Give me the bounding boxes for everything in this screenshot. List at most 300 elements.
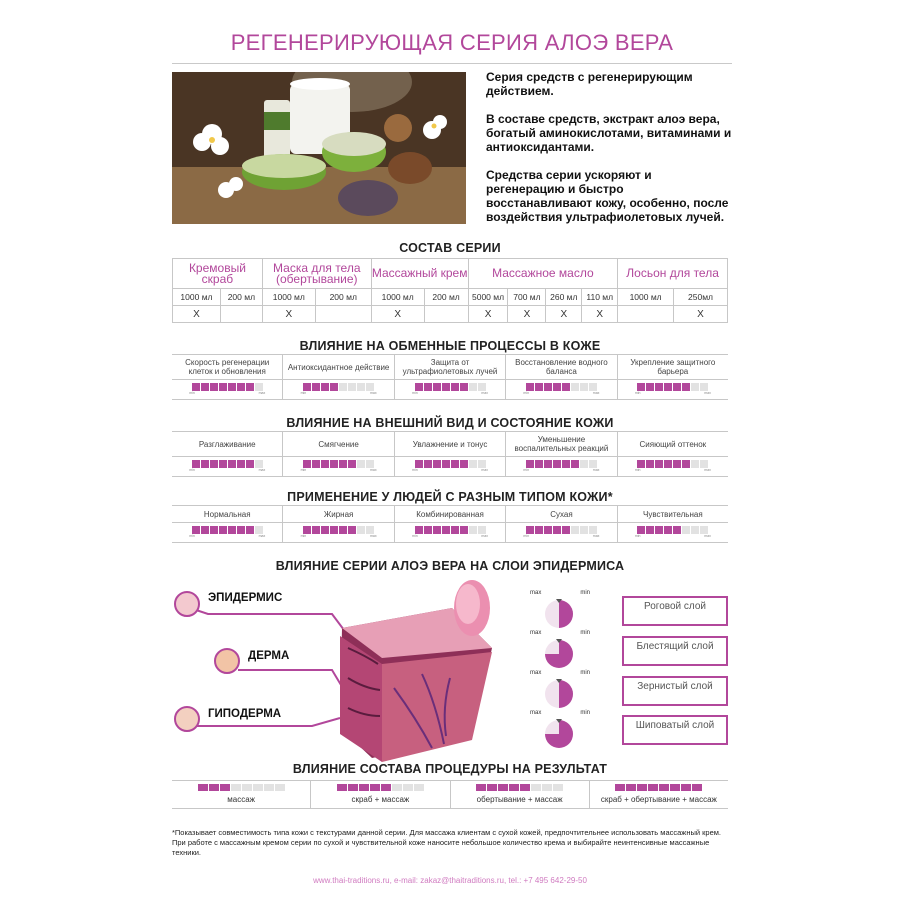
level-meter <box>618 526 728 534</box>
meter-segment-filled <box>562 526 570 534</box>
mark-cell: X <box>468 306 508 323</box>
meter-segment-filled <box>648 784 658 791</box>
meter-segment-empty <box>691 460 699 468</box>
meter-segment-empty <box>414 784 424 791</box>
appearance-grid <box>172 431 728 477</box>
level-meter <box>172 526 282 534</box>
meter-segment-filled <box>664 383 672 391</box>
meter-segment-filled <box>219 383 227 391</box>
meter-scale <box>189 468 265 473</box>
rating-label: Жирная <box>323 509 354 519</box>
meter-segment-empty <box>253 784 263 791</box>
meter-segment-filled <box>681 784 691 791</box>
level-meter <box>283 383 393 391</box>
meter-segment-filled <box>246 526 254 534</box>
meter-segment-filled <box>237 383 245 391</box>
meter-min: min <box>300 391 307 395</box>
level-meter <box>311 784 449 791</box>
rating-label: Смягчение <box>318 439 359 449</box>
meter-segment-filled <box>544 460 552 468</box>
meter-scale <box>523 468 599 473</box>
mark-cell: X <box>371 306 424 323</box>
metabolic-title: ВЛИЯНИЕ НА ОБМЕННЫЕ ПРОЦЕССЫ В КОЖЕ <box>299 339 601 353</box>
meter-min: min <box>412 468 418 472</box>
meter-segment-filled <box>201 383 209 391</box>
pie-max-label: max <box>530 630 542 636</box>
meter-segment-filled <box>692 784 702 791</box>
meter-min: min <box>523 468 530 472</box>
meter-segment-filled <box>237 460 245 468</box>
meter-segment-filled <box>303 526 311 534</box>
meter-segment-filled <box>637 383 645 391</box>
pie-slice <box>559 680 573 708</box>
meter-segment-empty <box>691 383 699 391</box>
meter-segment-empty <box>469 526 477 534</box>
level-meter <box>506 460 616 468</box>
meter-segment-filled <box>571 460 579 468</box>
meter-segment-filled <box>535 383 543 391</box>
hypodermis-label: ГИПОДЕРМА <box>208 708 282 720</box>
rating-cell <box>283 432 394 476</box>
meter-segment-filled <box>424 383 432 391</box>
meter-segment-filled <box>381 784 391 791</box>
level-meter <box>618 383 728 391</box>
rating-label: Скорость регенерации клеток и обновления <box>185 358 270 376</box>
layer-pie <box>530 630 590 672</box>
contact-line: www.thai-traditions.ru, e-mail: zakaz@thaitraditions.ru, tel.: +7 495 642-29-50 <box>313 876 587 885</box>
intro-paragraph-1: Серия средств с регенерирующим действием. <box>486 70 693 98</box>
meter-segment-filled <box>526 460 534 468</box>
rating-label: Комбинированная <box>416 509 484 519</box>
pie-chart <box>544 719 574 749</box>
meter-segment-filled <box>209 784 219 791</box>
meter-segment-filled <box>415 460 423 468</box>
meter-segment-filled <box>673 460 681 468</box>
pie-max-label: max <box>530 670 542 676</box>
meter-segment-filled <box>424 526 432 534</box>
meter-max: max <box>592 534 600 538</box>
result-label: скраб + обертывание + массаж <box>600 795 717 804</box>
layer-box: Зернистый слой <box>622 676 728 706</box>
meter-segment-filled <box>228 460 236 468</box>
meter-scale <box>523 391 599 396</box>
meter-segment-filled <box>637 784 647 791</box>
results-title: ВЛИЯНИЕ СОСТАВА ПРОЦЕДУРЫ НА РЕЗУЛЬТАТ <box>292 762 608 776</box>
meter-segment-empty <box>366 526 374 534</box>
meter-segment-filled <box>673 526 681 534</box>
result-cell <box>590 781 728 808</box>
meter-segment-filled <box>442 526 450 534</box>
epidermis-icon <box>174 591 200 617</box>
mark-cell: X <box>262 306 315 323</box>
mark-cell: X <box>173 306 221 323</box>
volume-cell: 1000 мл <box>262 289 315 306</box>
meter-max: max <box>258 391 266 395</box>
meter-max: max <box>258 468 266 472</box>
meter-segment-filled <box>348 784 358 791</box>
meter-segment-filled <box>670 784 680 791</box>
meter-segment-filled <box>210 460 218 468</box>
meter-segment-filled <box>553 526 561 534</box>
meter-segment-filled <box>192 526 200 534</box>
skin-types-title: ПРИМЕНЕНИЕ У ЛЮДЕЙ С РАЗНЫМ ТИПОМ КОЖИ* <box>287 490 613 504</box>
level-meter <box>395 526 505 534</box>
meter-segment-filled <box>544 383 552 391</box>
meter-segment-filled <box>321 526 329 534</box>
meter-scale <box>301 534 377 539</box>
meter-segment-filled <box>659 784 669 791</box>
product-header: Кремовый скраб <box>173 259 263 289</box>
meter-scale <box>412 534 488 539</box>
composition-table <box>172 258 728 323</box>
meter-min: min <box>189 391 195 395</box>
meter-segment-filled <box>460 526 468 534</box>
level-meter <box>172 784 310 791</box>
layer-box: Шиповатый слой <box>622 715 728 745</box>
meter-segment-filled <box>476 784 486 791</box>
meter-segment-filled <box>339 526 347 534</box>
rating-label: Сухая <box>550 509 573 519</box>
meter-segment-filled <box>237 526 245 534</box>
meter-segment-filled <box>348 460 356 468</box>
rating-cell <box>618 355 728 399</box>
meter-min: min <box>300 468 307 472</box>
volume-cell: 260 мл <box>546 289 582 306</box>
meter-scale <box>412 468 488 473</box>
meter-segment-filled <box>192 383 200 391</box>
rating-label: Восстановление водного баланса <box>515 358 608 376</box>
meter-segment-empty <box>700 383 708 391</box>
meter-min: min <box>412 391 418 395</box>
rating-label: Антиоксидантное действие <box>287 362 390 372</box>
meter-segment-filled <box>646 460 654 468</box>
meter-segment-filled <box>682 383 690 391</box>
meter-segment-filled <box>460 383 468 391</box>
mark-cell: X <box>582 306 618 323</box>
meter-segment-filled <box>370 784 380 791</box>
meter-scale <box>301 391 377 396</box>
level-meter <box>590 784 728 791</box>
meter-segment-filled <box>312 526 320 534</box>
meter-segment-filled <box>220 784 230 791</box>
meter-scale <box>189 391 265 396</box>
rating-cell <box>172 355 283 399</box>
volume-cell: 200 мл <box>315 289 371 306</box>
mark-cell <box>618 306 674 323</box>
level-meter <box>395 383 505 391</box>
meter-max: max <box>592 468 600 472</box>
dermis-icon <box>214 648 240 674</box>
meter-segment-empty <box>571 383 579 391</box>
meter-segment-empty <box>478 383 486 391</box>
epidermis-label: ЭПИДЕРМИС <box>208 592 283 604</box>
product-header: Маска для тела (обертывание) <box>262 259 371 289</box>
meter-scale <box>301 468 377 473</box>
hypodermis-icon <box>174 706 200 732</box>
rating-cell <box>395 355 506 399</box>
meter-segment-empty <box>255 526 263 534</box>
pie-min-label: min <box>580 710 590 716</box>
appearance-title: ВЛИЯНИЕ НА ВНЕШНИЙ ВИД И СОСТОЯНИЕ КОЖИ <box>286 416 614 430</box>
result-label: скраб + массаж <box>351 795 410 804</box>
meter-segment-empty <box>531 784 541 791</box>
level-meter <box>506 383 616 391</box>
meter-segment-filled <box>682 460 690 468</box>
pie-max-label: max <box>530 710 542 716</box>
meter-segment-filled <box>442 383 450 391</box>
meter-segment-filled <box>330 460 338 468</box>
meter-segment-filled <box>664 526 672 534</box>
meter-segment-filled <box>553 383 561 391</box>
meter-segment-filled <box>303 383 311 391</box>
layer-box: Роговой слой <box>622 596 728 626</box>
mark-cell: X <box>674 306 728 323</box>
meter-segment-empty <box>357 383 365 391</box>
meter-segment-filled <box>246 460 254 468</box>
volume-cell: 5000 мл <box>468 289 508 306</box>
meter-segment-filled <box>192 460 200 468</box>
meter-segment-filled <box>562 460 570 468</box>
dermis-label: ДЕРМА <box>248 650 290 662</box>
layer-pie <box>530 710 590 752</box>
meter-segment-empty <box>691 526 699 534</box>
meter-segment-empty <box>553 784 563 791</box>
meter-segment-empty <box>469 383 477 391</box>
meter-segment-empty <box>255 383 263 391</box>
meter-segment-filled <box>655 383 663 391</box>
meter-segment-filled <box>646 526 654 534</box>
page-title: РЕГЕНЕРИРУЮЩАЯ СЕРИЯ АЛОЭ ВЕРА <box>230 30 674 55</box>
meter-segment-filled <box>321 383 329 391</box>
meter-scale <box>635 468 711 473</box>
meter-min: min <box>189 534 195 538</box>
meter-segment-empty <box>589 526 597 534</box>
volume-cell: 1000 мл <box>618 289 674 306</box>
meter-segment-filled <box>415 383 423 391</box>
meter-segment-filled <box>359 784 369 791</box>
volume-cell: 200 мл <box>220 289 262 306</box>
meter-segment-filled <box>615 784 625 791</box>
meter-segment-filled <box>312 460 320 468</box>
meter-max: max <box>481 534 489 538</box>
meter-segment-empty <box>580 460 588 468</box>
meter-segment-empty <box>542 784 552 791</box>
meter-segment-empty <box>478 526 486 534</box>
meter-segment-filled <box>415 526 423 534</box>
meter-segment-filled <box>442 460 450 468</box>
product-header: Массажный крем <box>371 259 468 289</box>
meter-segment-filled <box>219 526 227 534</box>
meter-segment-filled <box>646 383 654 391</box>
meter-segment-filled <box>451 526 459 534</box>
meter-segment-filled <box>637 460 645 468</box>
volume-cell: 700 мл <box>508 289 546 306</box>
mark-cell <box>315 306 371 323</box>
meter-min: min <box>634 468 641 472</box>
level-meter <box>395 460 505 468</box>
meter-segment-filled <box>337 784 347 791</box>
result-label: массаж <box>227 795 255 804</box>
meter-segment-filled <box>626 784 636 791</box>
meter-segment-empty <box>700 460 708 468</box>
meter-segment-filled <box>535 460 543 468</box>
meter-min: min <box>300 534 307 538</box>
meter-segment-filled <box>330 526 338 534</box>
volume-cell: 1000 мл <box>371 289 424 306</box>
composition-title: СОСТАВ СЕРИИ <box>399 241 501 255</box>
meter-segment-empty <box>580 526 588 534</box>
footnote: *Показывает совместимость типа кожи с текстурами данной серии. Для массажа клиентам с сухой кожей, предпочтительнее использовать массажный крем. При работе с массажным кремом серии по сухой и чувствительной коже наносите небольшое количество крема и выбирайте неинтенсивные массажные техники. <box>172 828 721 857</box>
meter-segment-empty <box>366 460 374 468</box>
rating-cell <box>172 506 283 542</box>
meter-segment-filled <box>526 383 534 391</box>
pie-chart <box>544 599 574 629</box>
rating-cell <box>618 432 728 476</box>
level-meter <box>283 526 393 534</box>
meter-segment-filled <box>544 526 552 534</box>
intro-paragraph-3: Средства серии ускоряют и регенерацию и быстро восстанавливают кожу, особенно, после воздействия ультрафиолетовых лучей. <box>486 168 729 224</box>
meter-segment-filled <box>509 784 519 791</box>
meter-segment-empty <box>339 383 347 391</box>
meter-segment-filled <box>655 526 663 534</box>
meter-segment-empty <box>392 784 402 791</box>
intro-paragraph-2: В составе средств, экстракт алоэ вера, богатый аминокислотами, витаминами и антиоксидантами. <box>486 112 732 154</box>
rating-cell <box>618 506 728 542</box>
meter-segment-filled <box>210 526 218 534</box>
pie-min-label: min <box>580 590 590 596</box>
volume-cell: 110 мл <box>582 289 618 306</box>
pie-chart <box>544 639 574 669</box>
result-label: обертывание + массаж <box>476 795 563 804</box>
meter-segment-empty <box>478 460 486 468</box>
meter-min: min <box>634 391 641 395</box>
rating-label: Защита от ультрафиолетовых лучей <box>402 358 498 376</box>
level-meter <box>618 460 728 468</box>
rating-label: Сияющий оттенок <box>639 439 707 449</box>
meter-segment-empty <box>589 460 597 468</box>
product-header: Массажное масло <box>468 259 618 289</box>
meter-segment-filled <box>433 526 441 534</box>
pie-slice <box>559 600 573 628</box>
meter-segment-empty <box>366 383 374 391</box>
meter-max: max <box>369 534 377 538</box>
pie-chart <box>544 679 574 709</box>
level-meter <box>451 784 589 791</box>
meter-segment-empty <box>357 460 365 468</box>
meter-min: min <box>523 391 530 395</box>
level-meter <box>172 460 282 468</box>
meter-segment-filled <box>487 784 497 791</box>
pie-max-label: max <box>530 590 542 596</box>
meter-segment-filled <box>348 526 356 534</box>
meter-segment-filled <box>451 383 459 391</box>
meter-min: min <box>412 534 418 538</box>
meter-segment-filled <box>673 383 681 391</box>
mark-cell: X <box>546 306 582 323</box>
meter-segment-empty <box>231 784 241 791</box>
meter-scale <box>635 391 711 396</box>
meter-segment-empty <box>275 784 285 791</box>
meter-segment-filled <box>637 526 645 534</box>
rating-label: Разглаживание <box>198 439 256 449</box>
meter-segment-filled <box>433 460 441 468</box>
meter-segment-filled <box>246 383 254 391</box>
layer-pie <box>530 590 590 632</box>
meter-segment-filled <box>201 526 209 534</box>
meter-segment-empty <box>589 383 597 391</box>
rating-cell <box>283 355 394 399</box>
mark-cell <box>424 306 468 323</box>
meter-max: max <box>369 391 377 395</box>
rating-cell <box>506 432 617 476</box>
rating-label: Уменьшение воспалительных реакций <box>514 435 609 453</box>
meter-scale <box>635 534 711 539</box>
level-meter <box>506 526 616 534</box>
meter-segment-filled <box>526 526 534 534</box>
meter-segment-empty <box>357 526 365 534</box>
meter-segment-filled <box>303 460 311 468</box>
meter-segment-filled <box>321 460 329 468</box>
meter-max: max <box>592 391 600 395</box>
meter-max: max <box>369 468 377 472</box>
meter-segment-empty <box>469 460 477 468</box>
meter-segment-empty <box>255 460 263 468</box>
pie-min-label: min <box>580 630 590 636</box>
meter-segment-filled <box>460 460 468 468</box>
meter-scale <box>523 534 599 539</box>
meter-segment-filled <box>655 460 663 468</box>
meter-segment-filled <box>228 526 236 534</box>
rating-label: Увлажнение и тонус <box>412 439 488 449</box>
meter-segment-filled <box>535 526 543 534</box>
meter-segment-filled <box>330 383 338 391</box>
rating-label: Нормальная <box>203 509 251 519</box>
result-cell <box>172 781 311 808</box>
rating-cell <box>172 432 283 476</box>
rating-label: Чувствительная <box>642 509 703 519</box>
rating-cell <box>506 355 617 399</box>
pie-min-label: min <box>580 670 590 676</box>
volume-cell: 200 мл <box>424 289 468 306</box>
meter-max: max <box>704 391 711 395</box>
meter-segment-empty <box>682 526 690 534</box>
title-divider <box>172 63 732 64</box>
meter-min: min <box>634 534 641 538</box>
product-photo <box>172 72 466 224</box>
rating-cell <box>395 432 506 476</box>
meter-segment-filled <box>433 383 441 391</box>
meter-segment-filled <box>219 460 227 468</box>
epidermis-title: ВЛИЯНИЕ СЕРИИ АЛОЭ ВЕРА НА СЛОИ ЭПИДЕРМИСА <box>275 559 625 573</box>
meter-max: max <box>704 534 711 538</box>
meter-min: min <box>523 534 530 538</box>
meter-min: min <box>189 468 195 472</box>
result-cell <box>451 781 590 808</box>
volume-cell: 250мл <box>674 289 728 306</box>
layer-box: Блестящий слой <box>622 636 728 666</box>
meter-segment-filled <box>198 784 208 791</box>
meter-segment-filled <box>664 460 672 468</box>
level-meter <box>172 383 282 391</box>
meter-segment-filled <box>451 460 459 468</box>
meter-scale <box>412 391 488 396</box>
meter-segment-filled <box>228 383 236 391</box>
meter-segment-empty <box>264 784 274 791</box>
rating-cell <box>283 506 394 542</box>
level-meter <box>283 460 393 468</box>
layer-pie <box>530 670 590 712</box>
meter-segment-empty <box>348 383 356 391</box>
